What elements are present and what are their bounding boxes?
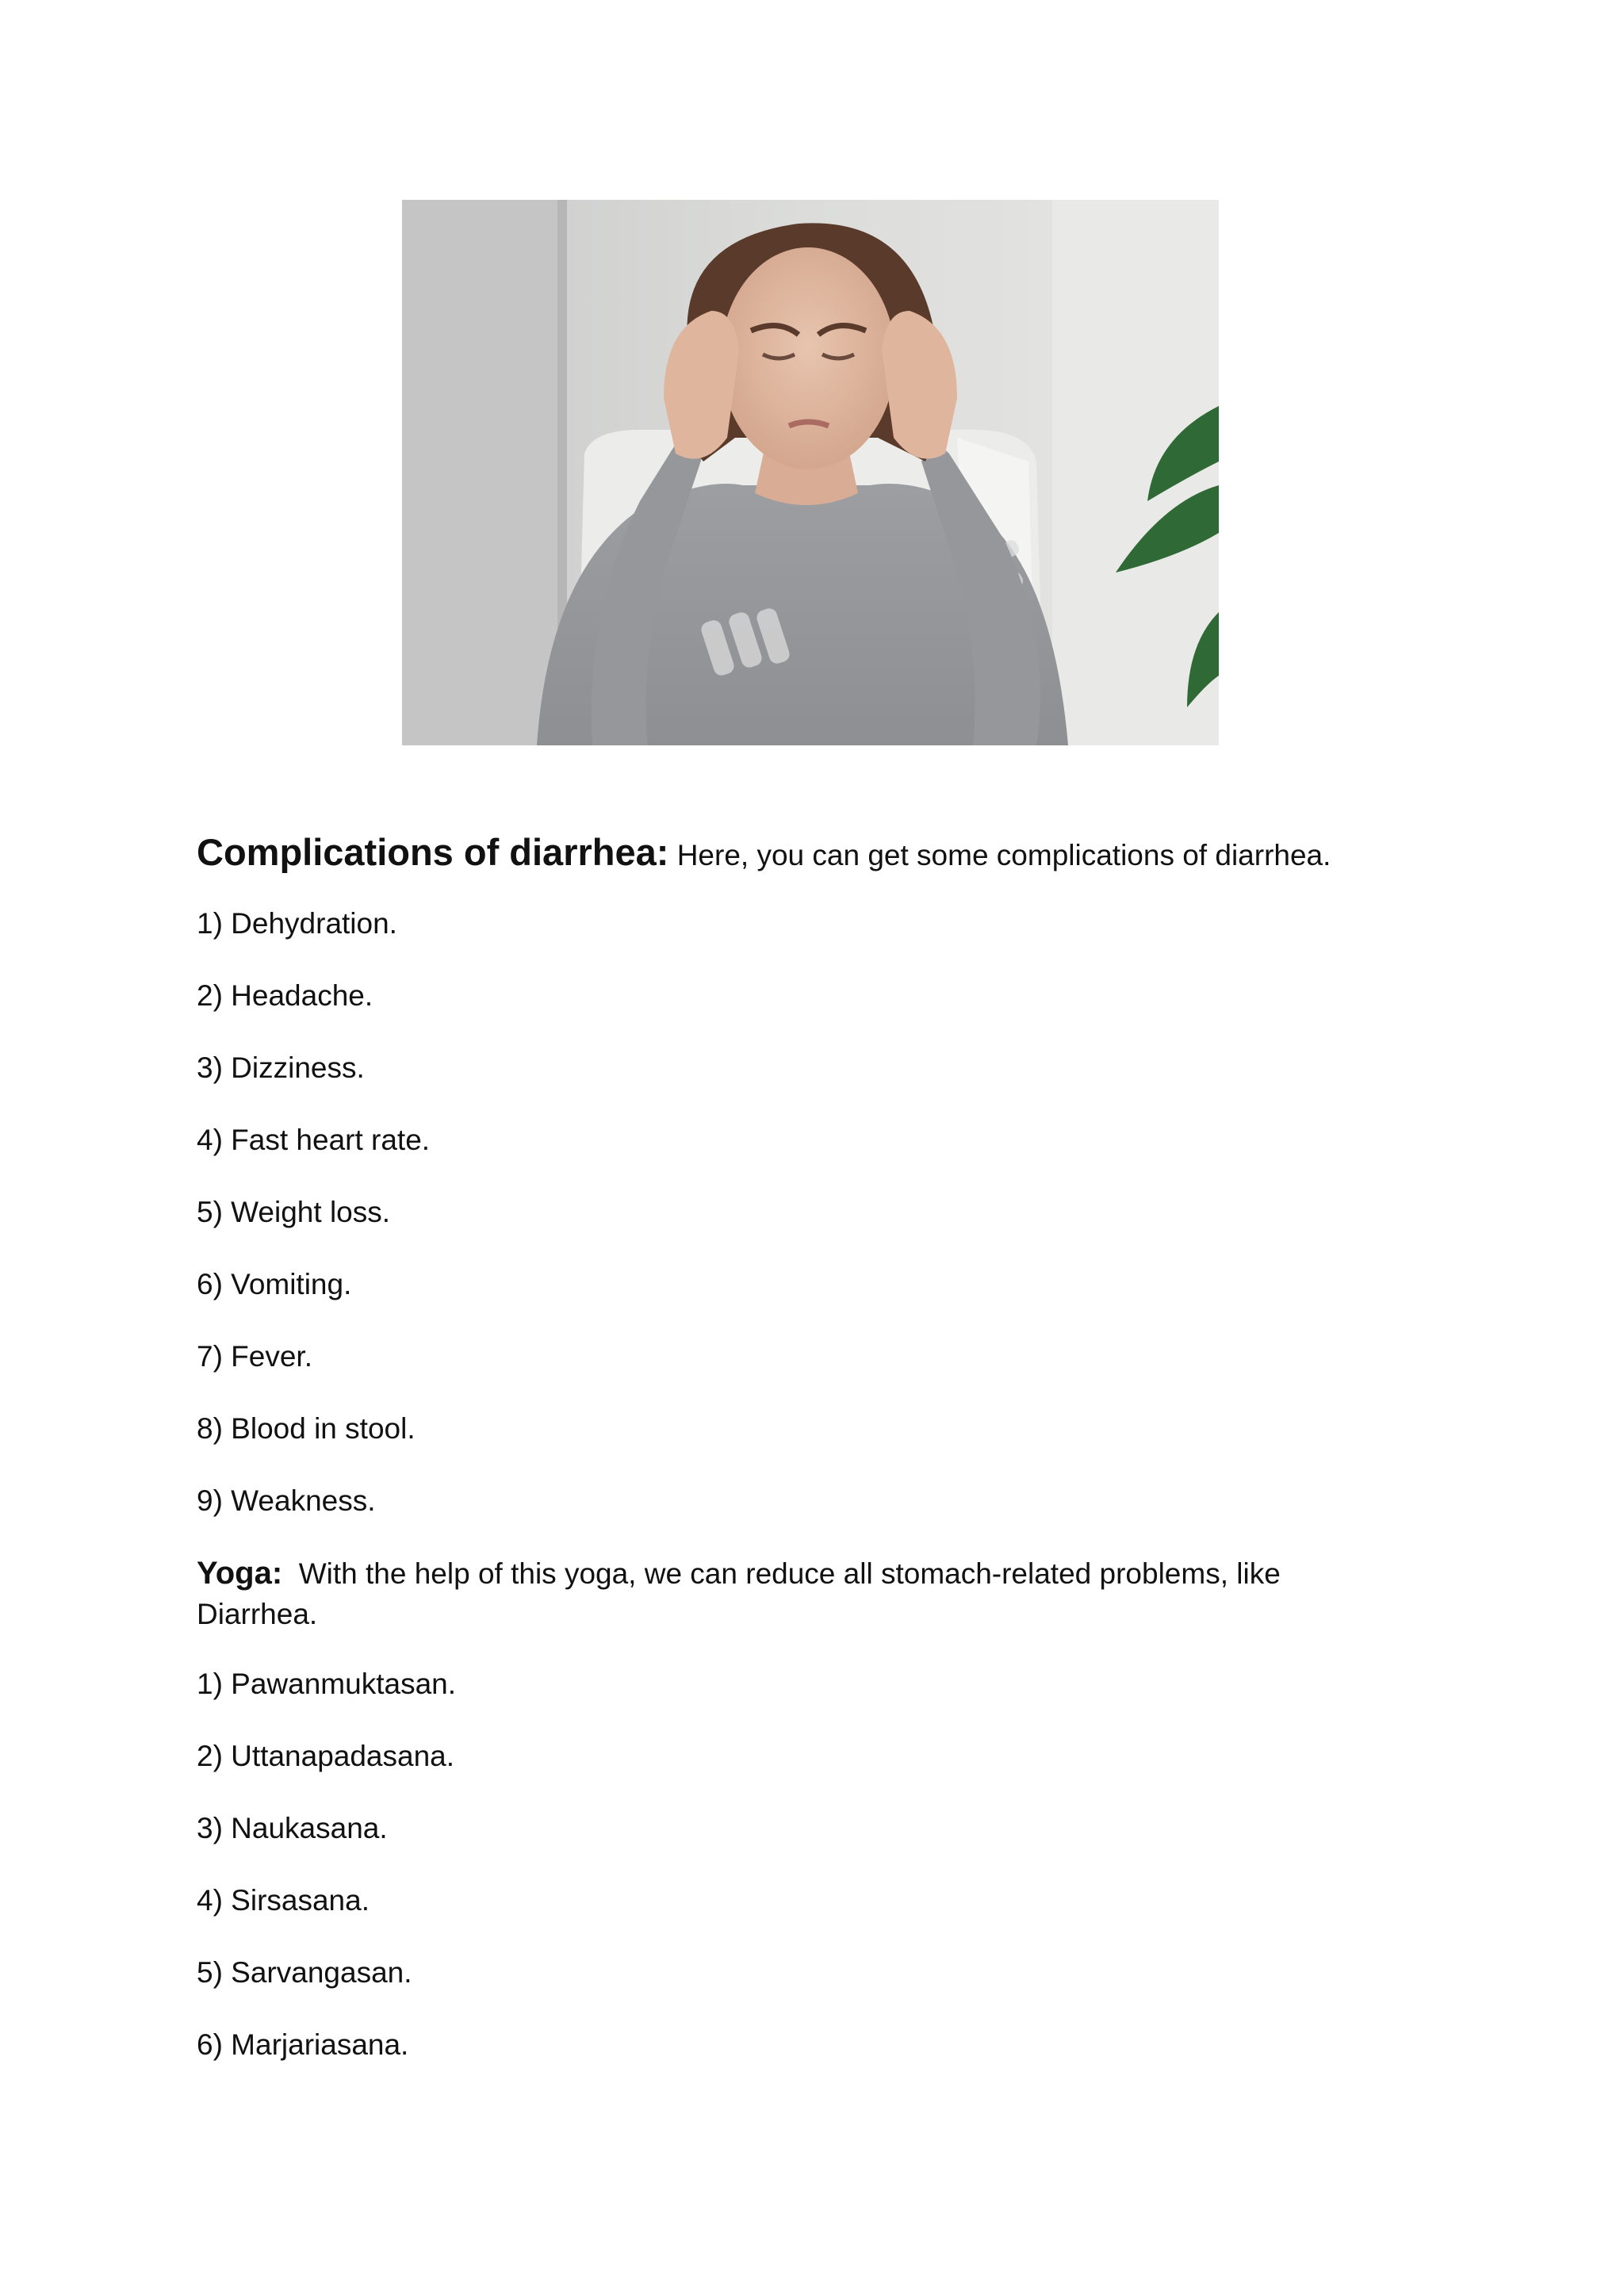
list-item: 1) Dehydration. bbox=[197, 907, 397, 940]
yoga-list bbox=[197, 1664, 1434, 2065]
list-item: 5) Weight loss. bbox=[197, 1196, 391, 1228]
list-item: 3) Dizziness. bbox=[197, 1051, 365, 1084]
list-item: 8) Blood in stool. bbox=[197, 1412, 416, 1445]
list-item: 9) Weakness. bbox=[197, 1484, 376, 1517]
list-item: 3) Naukasana. bbox=[197, 1812, 388, 1844]
yoga-heading-paragraph bbox=[197, 1553, 1339, 1634]
list-item: 4) Fast heart rate. bbox=[197, 1124, 431, 1156]
list-item: 2) Headache. bbox=[197, 979, 373, 1012]
list-item: 6) Marjariasana. bbox=[197, 2028, 409, 2061]
yoga-title: Yoga: bbox=[197, 1556, 283, 1591]
list-item: 6) Vomiting. bbox=[197, 1268, 352, 1300]
list-item: 2) Uttanapadasana. bbox=[197, 1740, 455, 1772]
complications-title: Complications of diarrhea: bbox=[197, 831, 669, 873]
complications-list bbox=[197, 904, 1434, 1521]
list-item: 7) Fever. bbox=[197, 1340, 312, 1373]
yoga-intro: With the help of this yoga, we can reduce all stomach-related problems, like Diarrhea. bbox=[197, 1557, 1281, 1630]
complications-intro: Here, you can get some complications of diarrhea. bbox=[676, 839, 1331, 871]
list-item: 5) Sarvangasan. bbox=[197, 1956, 412, 1989]
headache-photo-illustration bbox=[402, 200, 1219, 745]
list-item: 4) Sirsasana. bbox=[197, 1884, 370, 1917]
complications-heading-line bbox=[197, 825, 1434, 883]
article-body bbox=[197, 825, 1434, 2065]
headache-photo bbox=[402, 200, 1219, 745]
list-item: 1) Pawanmuktasan. bbox=[197, 1668, 457, 1700]
